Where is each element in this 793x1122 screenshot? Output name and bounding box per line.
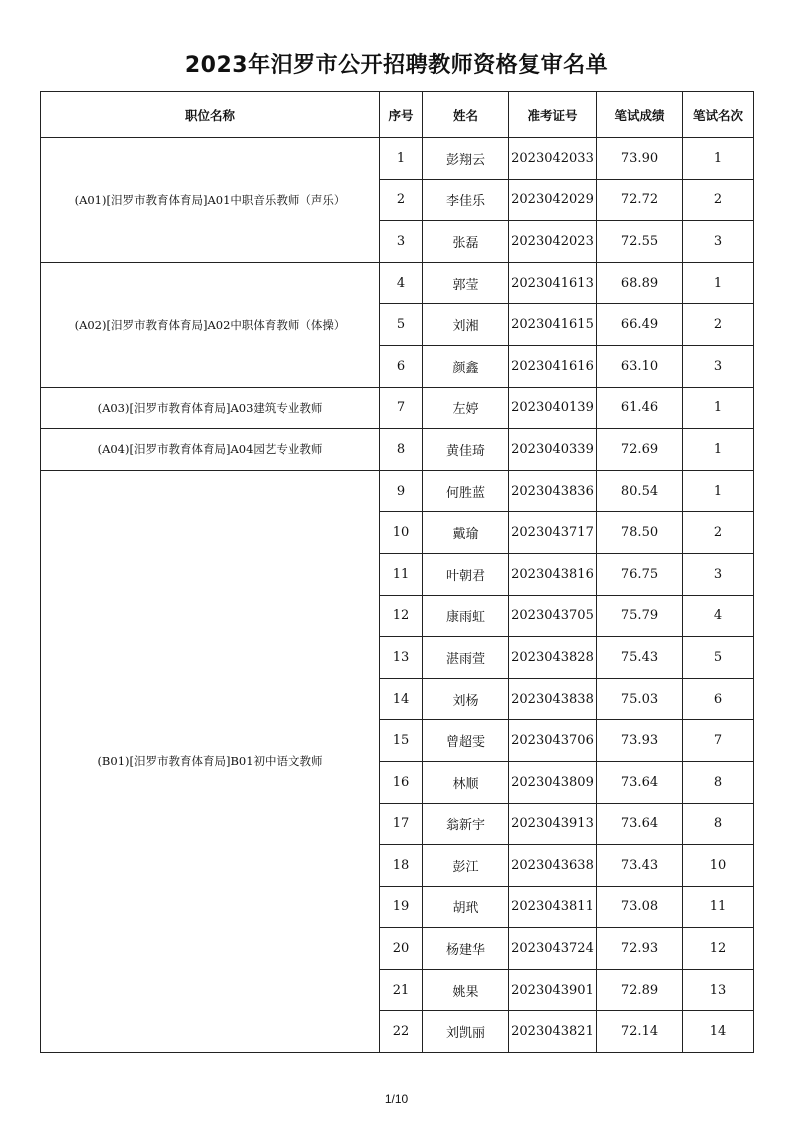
ticket-cell: 2023043816 bbox=[509, 553, 597, 595]
score-cell: 68.89 bbox=[597, 262, 683, 304]
seq-cell: 2 bbox=[380, 179, 423, 221]
ticket-cell: 2023043838 bbox=[509, 678, 597, 720]
ticket-cell: 2023043913 bbox=[509, 803, 597, 845]
page-number: 1/10 bbox=[384, 1092, 409, 1106]
name-cell: 曾超雯 bbox=[423, 720, 509, 762]
ticket-cell: 2023043717 bbox=[509, 512, 597, 554]
name-cell: 张磊 bbox=[423, 221, 509, 263]
rank-cell: 1 bbox=[683, 138, 754, 180]
name-cell: 刘湘 bbox=[423, 304, 509, 346]
seq-cell: 18 bbox=[380, 845, 423, 887]
seq-cell: 13 bbox=[380, 637, 423, 679]
seq-cell: 6 bbox=[380, 345, 423, 387]
table-row bbox=[41, 387, 754, 429]
position-cell: (A04)[汨罗市教育体育局]A04园艺专业教师 bbox=[41, 429, 380, 471]
score-cell: 78.50 bbox=[597, 512, 683, 554]
rank-cell: 10 bbox=[683, 845, 754, 887]
score-cell: 80.54 bbox=[597, 470, 683, 512]
seq-cell: 11 bbox=[380, 553, 423, 595]
name-cell: 彭江 bbox=[423, 845, 509, 887]
rank-cell: 3 bbox=[683, 553, 754, 595]
document-title: 2023年汨罗市公开招聘教师资格复审名单 bbox=[184, 53, 609, 78]
rank-cell: 1 bbox=[683, 470, 754, 512]
header-score: 笔试成绩 bbox=[597, 92, 683, 138]
rank-cell: 7 bbox=[683, 720, 754, 762]
header-name: 姓名 bbox=[423, 92, 509, 138]
table-row bbox=[41, 138, 754, 180]
name-cell: 黄佳琦 bbox=[423, 429, 509, 471]
rank-cell: 2 bbox=[683, 512, 754, 554]
rank-cell: 1 bbox=[683, 429, 754, 471]
score-cell: 72.89 bbox=[597, 969, 683, 1011]
score-cell: 72.93 bbox=[597, 928, 683, 970]
score-cell: 73.64 bbox=[597, 803, 683, 845]
score-cell: 73.08 bbox=[597, 886, 683, 928]
seq-cell: 22 bbox=[380, 1011, 423, 1053]
name-cell: 李佳乐 bbox=[423, 179, 509, 221]
seq-cell: 21 bbox=[380, 969, 423, 1011]
name-cell: 姚果 bbox=[423, 969, 509, 1011]
score-cell: 63.10 bbox=[597, 345, 683, 387]
name-cell: 颜鑫 bbox=[423, 345, 509, 387]
seq-cell: 4 bbox=[380, 262, 423, 304]
table-row bbox=[41, 470, 754, 512]
position-cell: (A01)[汨罗市教育体育局]A01中职音乐教师（声乐） bbox=[41, 138, 380, 263]
rank-cell: 1 bbox=[683, 262, 754, 304]
score-cell: 75.43 bbox=[597, 637, 683, 679]
ticket-cell: 2023042029 bbox=[509, 179, 597, 221]
seq-cell: 19 bbox=[380, 886, 423, 928]
ticket-cell: 2023043809 bbox=[509, 761, 597, 803]
score-cell: 66.49 bbox=[597, 304, 683, 346]
rank-cell: 11 bbox=[683, 886, 754, 928]
seq-cell: 3 bbox=[380, 221, 423, 263]
name-cell: 林顺 bbox=[423, 761, 509, 803]
ticket-cell: 2023040339 bbox=[509, 429, 597, 471]
ticket-cell: 2023043638 bbox=[509, 845, 597, 887]
ticket-cell: 2023041615 bbox=[509, 304, 597, 346]
rank-cell: 12 bbox=[683, 928, 754, 970]
candidate-table bbox=[40, 91, 754, 1053]
ticket-cell: 2023042033 bbox=[509, 138, 597, 180]
table-header-row bbox=[41, 92, 754, 138]
name-cell: 叶朝君 bbox=[423, 553, 509, 595]
position-cell: (A03)[汨罗市教育体育局]A03建筑专业教师 bbox=[41, 387, 380, 429]
score-cell: 72.72 bbox=[597, 179, 683, 221]
ticket-cell: 2023040139 bbox=[509, 387, 597, 429]
table-row bbox=[41, 429, 754, 471]
rank-cell: 4 bbox=[683, 595, 754, 637]
name-cell: 胡玳 bbox=[423, 886, 509, 928]
position-cell: (B01)[汨罗市教育体育局]B01初中语文教师 bbox=[41, 470, 380, 1052]
table-row bbox=[41, 262, 754, 304]
name-cell: 郭莹 bbox=[423, 262, 509, 304]
ticket-cell: 2023043706 bbox=[509, 720, 597, 762]
seq-cell: 14 bbox=[380, 678, 423, 720]
score-cell: 73.43 bbox=[597, 845, 683, 887]
score-cell: 76.75 bbox=[597, 553, 683, 595]
score-cell: 61.46 bbox=[597, 387, 683, 429]
name-cell: 翁新宇 bbox=[423, 803, 509, 845]
seq-cell: 5 bbox=[380, 304, 423, 346]
rank-cell: 14 bbox=[683, 1011, 754, 1053]
score-cell: 72.14 bbox=[597, 1011, 683, 1053]
name-cell: 刘杨 bbox=[423, 678, 509, 720]
position-cell: (A02)[汨罗市教育体育局]A02中职体育教师（体操） bbox=[41, 262, 380, 387]
header-seq: 序号 bbox=[380, 92, 423, 138]
ticket-cell: 2023043901 bbox=[509, 969, 597, 1011]
score-cell: 73.64 bbox=[597, 761, 683, 803]
seq-cell: 17 bbox=[380, 803, 423, 845]
score-cell: 73.90 bbox=[597, 138, 683, 180]
rank-cell: 2 bbox=[683, 304, 754, 346]
rank-cell: 2 bbox=[683, 179, 754, 221]
name-cell: 何胜蓝 bbox=[423, 470, 509, 512]
name-cell: 彭翔云 bbox=[423, 138, 509, 180]
rank-cell: 1 bbox=[683, 387, 754, 429]
ticket-cell: 2023041613 bbox=[509, 262, 597, 304]
ticket-cell: 2023041616 bbox=[509, 345, 597, 387]
score-cell: 73.93 bbox=[597, 720, 683, 762]
seq-cell: 15 bbox=[380, 720, 423, 762]
rank-cell: 8 bbox=[683, 761, 754, 803]
seq-cell: 10 bbox=[380, 512, 423, 554]
header-position: 职位名称 bbox=[41, 92, 380, 138]
name-cell: 戴瑜 bbox=[423, 512, 509, 554]
ticket-cell: 2023043828 bbox=[509, 637, 597, 679]
seq-cell: 16 bbox=[380, 761, 423, 803]
rank-cell: 3 bbox=[683, 345, 754, 387]
score-cell: 75.03 bbox=[597, 678, 683, 720]
ticket-cell: 2023043705 bbox=[509, 595, 597, 637]
header-rank: 笔试名次 bbox=[683, 92, 754, 138]
score-cell: 72.69 bbox=[597, 429, 683, 471]
ticket-cell: 2023043724 bbox=[509, 928, 597, 970]
rank-cell: 13 bbox=[683, 969, 754, 1011]
score-cell: 75.79 bbox=[597, 595, 683, 637]
name-cell: 杨建华 bbox=[423, 928, 509, 970]
name-cell: 刘凯丽 bbox=[423, 1011, 509, 1053]
seq-cell: 9 bbox=[380, 470, 423, 512]
ticket-cell: 2023042023 bbox=[509, 221, 597, 263]
table-body bbox=[41, 138, 754, 1053]
name-cell: 左婷 bbox=[423, 387, 509, 429]
rank-cell: 8 bbox=[683, 803, 754, 845]
seq-cell: 20 bbox=[380, 928, 423, 970]
seq-cell: 12 bbox=[380, 595, 423, 637]
seq-cell: 8 bbox=[380, 429, 423, 471]
name-cell: 康雨虹 bbox=[423, 595, 509, 637]
rank-cell: 5 bbox=[683, 637, 754, 679]
score-cell: 72.55 bbox=[597, 221, 683, 263]
rank-cell: 6 bbox=[683, 678, 754, 720]
seq-cell: 1 bbox=[380, 138, 423, 180]
header-ticket: 准考证号 bbox=[509, 92, 597, 138]
ticket-cell: 2023043836 bbox=[509, 470, 597, 512]
rank-cell: 3 bbox=[683, 221, 754, 263]
name-cell: 湛雨萱 bbox=[423, 637, 509, 679]
seq-cell: 7 bbox=[380, 387, 423, 429]
ticket-cell: 2023043821 bbox=[509, 1011, 597, 1053]
ticket-cell: 2023043811 bbox=[509, 886, 597, 928]
